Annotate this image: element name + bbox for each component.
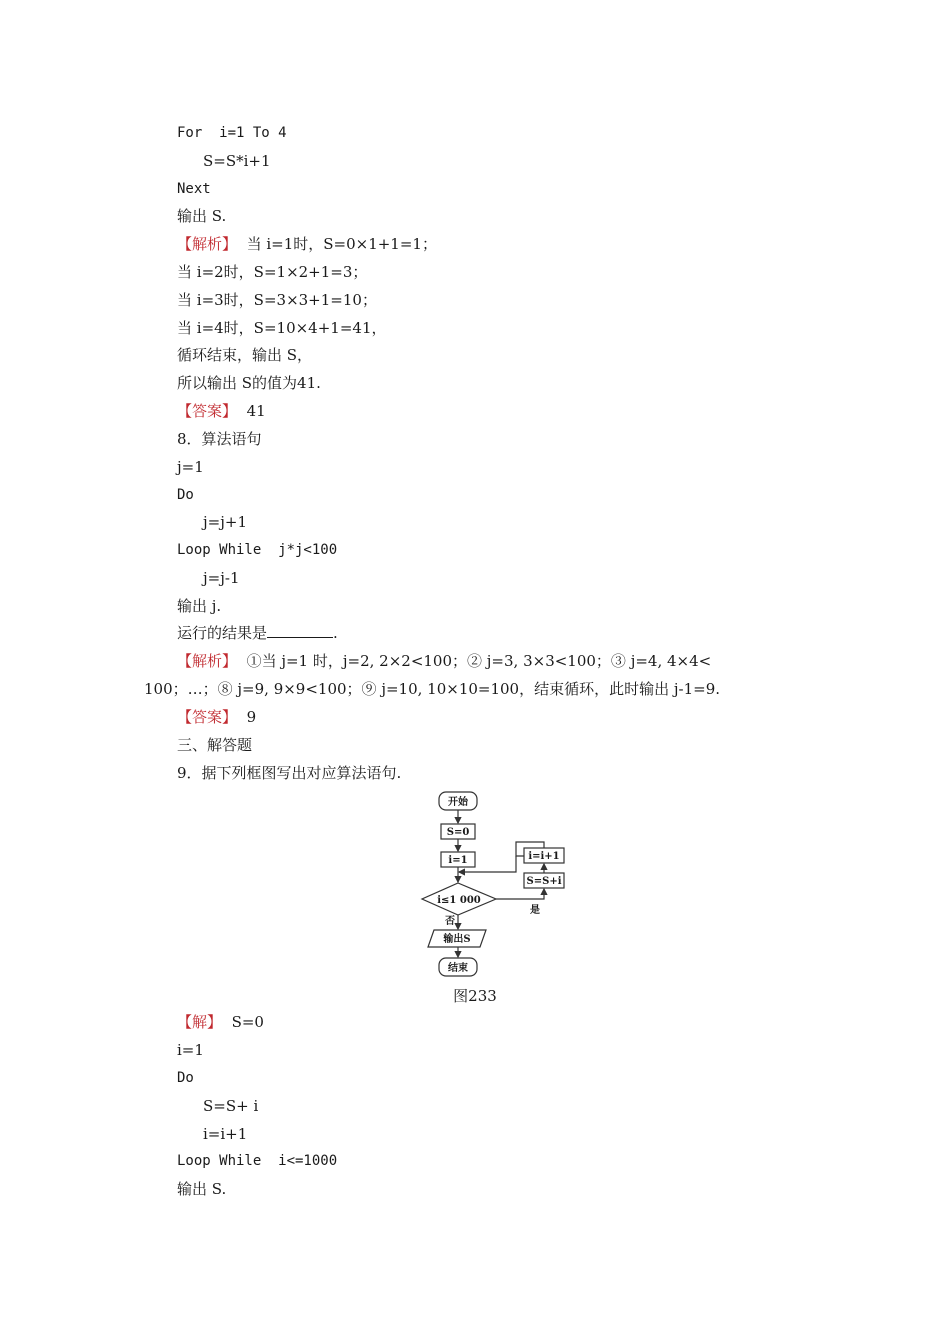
explain-7-line5: 循环结束，输出 S，	[177, 346, 313, 364]
explain-text: ①当 j=1 时，j=2, 2×2<100；② j=3, 3×3<100；③ j=4, 4×4<	[246, 652, 712, 670]
answer-7	[177, 401, 266, 421]
answer-value: 41	[246, 402, 266, 420]
flow-start-text: 开始	[448, 797, 468, 808]
code-body-line: S=S*i+1	[203, 152, 271, 170]
flow-inc-text: i=i+1	[528, 851, 560, 862]
flow-cond-text: i≤1 000	[437, 895, 481, 906]
code-8-line2: Do	[177, 487, 194, 503]
explain-tag: 【解析】	[177, 235, 238, 253]
explain-7-line4: 当 i=4时，S=10×4+1=41，	[177, 319, 387, 337]
solution-line5: i=i+1	[203, 1125, 248, 1143]
solution-line2: i=1	[177, 1041, 204, 1059]
code-for-line: For i=1 To 4	[177, 125, 287, 141]
code-8-line1: j=1	[177, 458, 204, 476]
flow-no-label: 否	[445, 916, 455, 927]
question-end: .	[333, 624, 338, 642]
solution-line4: S=S+ i	[203, 1097, 259, 1115]
explain-8-first	[177, 651, 711, 671]
flow-yes-label: 是	[530, 905, 540, 916]
code-next-line: Next	[177, 181, 211, 197]
flow-i1-text: i=1	[448, 855, 468, 866]
answer-blank	[267, 623, 333, 638]
explain-7-line2: 当 i=2时，S=1×2+1=3；	[177, 263, 368, 281]
answer-8	[177, 707, 256, 727]
section-3-title: 三、解答题	[177, 736, 253, 754]
explain-7-line3: 当 i=3时，S=3×3+1=10；	[177, 291, 377, 309]
explain-7-first	[177, 234, 437, 254]
code-8-line5: j=j-1	[203, 569, 240, 587]
answer-tag: 【答案】	[177, 708, 238, 726]
figure-caption: 图233	[453, 987, 497, 1005]
flowchart	[418, 790, 568, 980]
solution-first	[177, 1012, 264, 1032]
flow-end-text: 结束	[448, 963, 468, 974]
solution-line6: Loop While i<=1000	[177, 1153, 338, 1169]
answer-tag: 【答案】	[177, 402, 238, 420]
explain-text: 当 i=1时，S=0×1+1=1；	[246, 235, 437, 253]
explain-8-line2: 100；…；⑧ j=9, 9×9<100；⑨ j=10, 10×10=100，结束循环，此时输出 j-1=9.	[144, 680, 721, 698]
flow-out-text: 输出S	[443, 934, 471, 945]
solution-text: S=0	[231, 1013, 264, 1031]
code-output-line: 输出 S.	[177, 207, 227, 225]
flow-sum-text: S=S+i	[526, 876, 562, 887]
solution-line3: Do	[177, 1070, 194, 1086]
solution-tag: 【解】	[177, 1013, 223, 1031]
question-text: 运行的结果是	[177, 624, 268, 642]
problem-9-title: 9．据下列框图写出对应算法语句.	[177, 764, 402, 782]
code-8-line3: j=j+1	[203, 513, 247, 531]
code-8-line4: Loop While j*j<100	[177, 542, 338, 558]
problem-8-question	[177, 623, 338, 643]
problem-8-title: 8．算法语句	[177, 430, 262, 448]
answer-value: 9	[246, 708, 257, 726]
code-8-line6: 输出 j.	[177, 597, 222, 615]
explain-7-line6: 所以输出 S的值为41.	[177, 374, 321, 392]
explain-tag: 【解析】	[177, 652, 238, 670]
flow-s0-text: S=0	[446, 827, 470, 838]
solution-line7: 输出 S.	[177, 1180, 227, 1198]
